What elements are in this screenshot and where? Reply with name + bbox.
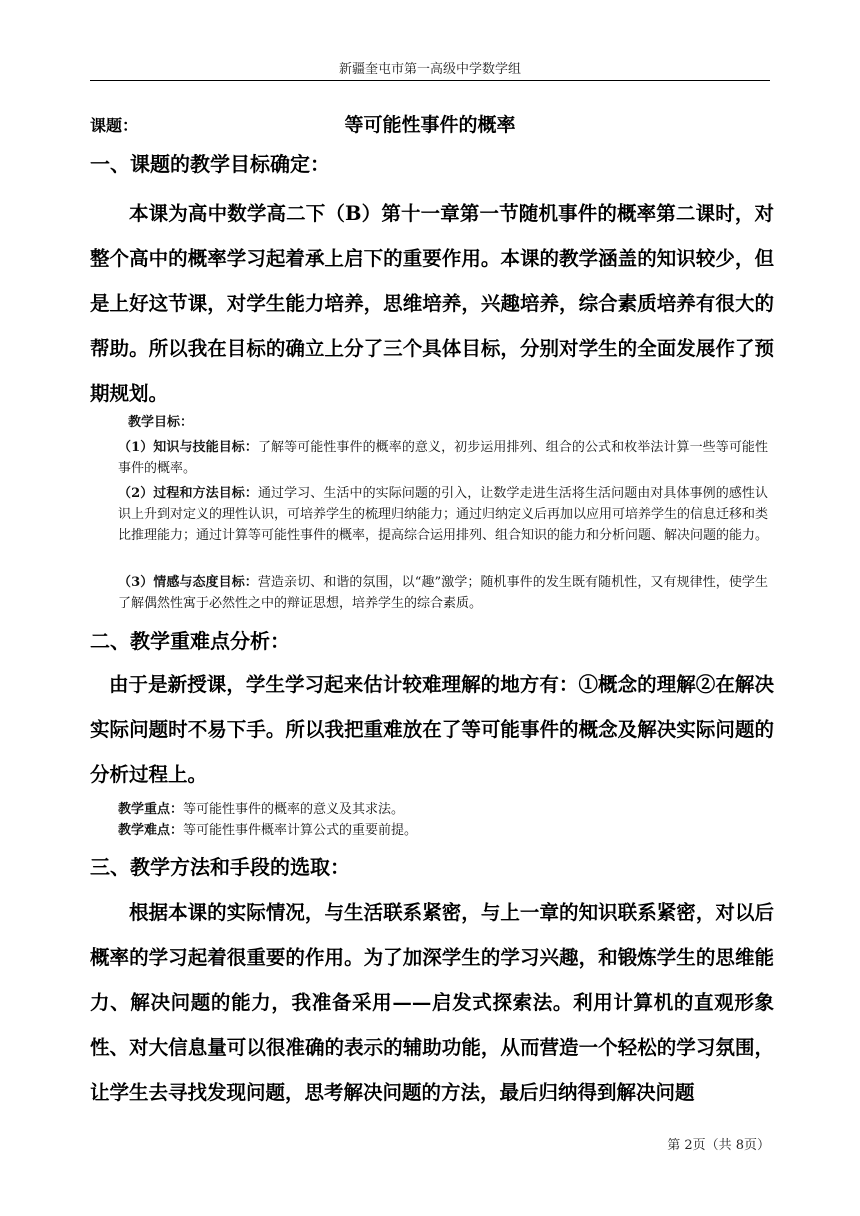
goal2-label: （2）过程和方法目标： (118, 486, 258, 501)
difficulty-text: 等可能性事件概率计算公式的重要前提。 (183, 823, 418, 838)
goals-title: 教学目标： (128, 415, 194, 430)
course-label: 课题： (90, 116, 139, 135)
section3-heading: 三、教学方法和手段的选取： (90, 855, 350, 879)
key-text: 等可能性事件的概率的意义及其求法。 (183, 802, 405, 817)
section1-paragraph: 本课为高中数学高二下（B）第十一章第一节随机事件的概率第二课时，对整个高中的概率学习起着承上启下的重要作用。本课的教学涵盖的知识较少，但是上好这节课，对学生能力培养，思维培养，兴趣培养，综合素质培养有很大的帮助。所以我在目标的确立上分了三个具体目标，分别对学生的全面发展作了预期规划。 (90, 202, 774, 405)
goal1 (118, 437, 768, 479)
page-footer: 第 2页（共 8页） (667, 1138, 770, 1153)
page-header: 新疆奎屯市第一高级中学数学组 (338, 62, 521, 77)
section2-paragraph: 由于是新授课，学生学习起来估计较难理解的地方有：①概念的理解②在解决实际问题时不易下手。所以我把重难放在了等可能事件的概念及解决实际问题的分析过程上。 (90, 673, 774, 786)
section3-paragraph: 根据本课的实际情况，与生活联系紧密，与上一章的知识联系紧密，对以后概率的学习起着很重要的作用。为了加深学生的学习兴趣，和锻炼学生的思维能力、解决问题的能力，我准备采用——启发式探索法。利用计算机的直观形象性、对大信息量可以很准确的表示的辅助功能，从而营造一个轻松的学习氛围，让学生去寻找发现问题，思考解决问题的方法，最后归纳得到解决问题 (90, 901, 774, 1104)
goal2-text: 通过学习、生活中的实际问题的引入，让数学走进生活将生活问题由对具体事例的感性认识上升到对定义的理性认识，可培养学生的梳理归纳能力；通过归纳定义后再加以应用可培养学生的信息迁移和类比推理能力；通过计算等可能性事件的概率，提高综合运用排列、组合知识的能力和分析问题、解决问题的能力。 (118, 486, 769, 543)
goal3-label: （3）情感与态度目标： (118, 575, 258, 590)
difficulty-label: 教学难点： (118, 823, 184, 838)
teaching-difficulty (118, 820, 768, 841)
key-label: 教学重点： (118, 802, 184, 817)
goal1-text: 了解等可能性事件的概率的意义，初步运用排列、组合的公式和枚举法计算一些等可能性事件的概率。 (118, 440, 768, 476)
goal3 (118, 572, 768, 614)
goal2 (118, 483, 768, 546)
section2-heading: 二、教学重难点分析： (90, 629, 290, 653)
header-rule (90, 80, 770, 81)
goal3-text: 营造亲切、和谐的氛围，以“趣”激学；随机事件的发生既有随机性，又有规律性，使学生了解偶然性寓于必然性之中的辩证思想，培养学生的综合素质。 (118, 575, 769, 611)
section1-heading: 一、课题的教学目标确定： (90, 152, 330, 176)
course-row (90, 110, 770, 136)
goal1-label: （1）知识与技能目标： (118, 440, 258, 455)
course-title: 等可能性事件的概率 (344, 114, 516, 136)
teaching-key-point (118, 799, 768, 820)
